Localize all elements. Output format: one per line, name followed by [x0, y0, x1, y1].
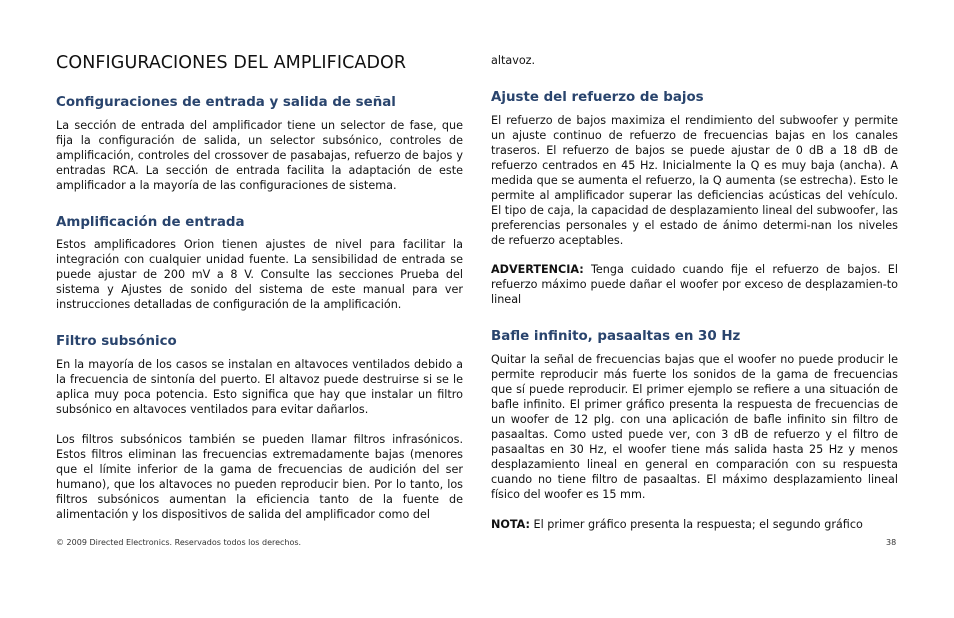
note-text: El primer gráfico presenta la respuesta; el segundo gráfico — [529, 518, 863, 531]
section-heading-infinite-baffle: Bafle infinito, pasaaltas en 30 Hz — [491, 329, 741, 344]
section-heading-signal-io: Configuraciones de entrada y salida de señal — [56, 95, 396, 110]
section-heading-bass-boost: Ajuste del refuerzo de bajos — [491, 90, 704, 105]
page-number: 38 — [886, 538, 897, 547]
section-heading-input-gain: Amplificación de entrada — [56, 215, 245, 230]
footer-copyright: © 2009 Directed Electronics. Reservados todos los derechos. — [56, 538, 302, 547]
warning-paragraph — [491, 262, 898, 307]
paragraph-bass-boost: El refuerzo de bajos maximiza el rendimiento del subwoofer y permite un ajuste continuo de refuerzo de frecuencias bajas en los canales traseros. El refuerzo de bajos se puede ajustar de 0 dB a 18 dB de refuerzo centrados en 45 Hz. Inicialmente la Q es muy baja (ancha). A medida que se aumenta el refuerzo, la Q aumenta (se estrecha). Esto le permite al amplificador superar las deficiencias acústicas del vehículo. El tipo de caja, la capacidad de desplazamiento lineal del subwoofer, las preferencias personales y el estado de ánimo determi-nan los niveles de refuerzo aceptables. — [491, 114, 898, 247]
page-title: CONFIGURACIONES DEL AMPLIFICADOR — [56, 53, 407, 73]
paragraph-subsonic-filter-1: En la mayoría de los casos se instalan en altavoces ventilados debido a la frecuencia de sintonía del puerto. El altavoz puede destruirse si se le aplica muy poca potencia. Esto significa que hay que instalar un filtro subsónico en altavoces ventilados para evitar dañarlos. — [56, 358, 463, 416]
warning-label: ADVERTENCIA: — [491, 263, 584, 276]
note-paragraph — [491, 517, 898, 532]
paragraph-signal-io: La sección de entrada del amplificador tiene un selector de fase, que fija la configuración de salida, un selector subsónico, controles de amplificación, controles del crossover de pasabajas, refuerzo de bajos y entradas RCA. La sección de entrada facilita la adaptación de este amplificador a la mayoría de las configuraciones de sistema. — [56, 119, 463, 192]
warning-text: Tenga cuidado cuando fije el refuerzo de bajos. El refuerzo máximo puede dañar el woofer por exceso de desplazamien-to lineal — [491, 263, 898, 306]
continuation-text: altavoz. — [491, 54, 536, 67]
paragraph-subsonic-filter-2: Los filtros subsónicos también se pueden llamar filtros infrasónicos. Estos filtros eliminan las frecuencias extremadamente bajas (menores que el límite inferior de la gama de frecuencias de audición del ser humano), que los altavoces no pueden reproducir bien. Por lo tanto, los filtros subsónicos aumentan la eficiencia tanto de la fuente de alimentación y los dispositivos de salida del amplificador como del — [56, 433, 463, 521]
paragraph-input-gain: Estos amplificadores Orion tienen ajustes de nivel para facilitar la integración con cualquier unidad fuente. La sensibilidad de entrada se puede ajustar de 200 mV a 8 V. Consulte las secciones Prueba del sistema y Ajustes de sonido del sistema de este manual para ver instrucciones detalladas de configuración de la amplificación. — [56, 238, 463, 311]
paragraph-infinite-baffle: Quitar la señal de frecuencias bajas que el woofer no puede producir le permite reproducir más fuerte los sonidos de la gama de frecuencias que sí puede reproducir. El primer ejemplo se refiere a una situación de bafle infinito. El primer gráfico presenta la respuesta de frecuencias de un woofer de 12 plg. con una aplicación de bafle infinito sin filtro de pasaaltas. Como usted puede ver, con 3 dB de refuerzo y el filtro de pasaaltas en 30 Hz, el woofer tiene más salida hasta 25 Hz y menos desplazamiento lineal en general en comparación con su respuesta cuando no tiene filtro de pasaaltas. El máximo desplazamiento lineal físico del woofer es 15 mm. — [491, 353, 898, 501]
section-heading-subsonic-filter: Filtro subsónico — [56, 334, 177, 349]
note-label: NOTA: — [491, 518, 530, 531]
